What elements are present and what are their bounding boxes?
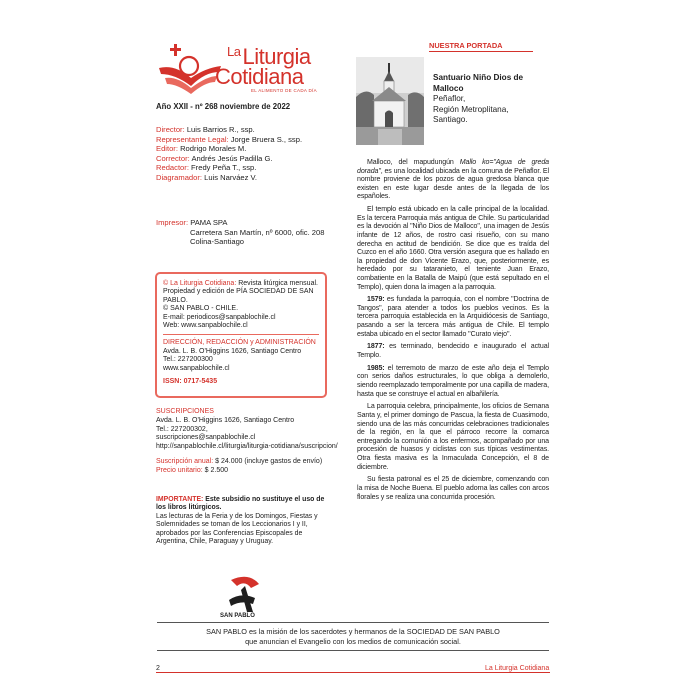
article-paragraph: 1877: es terminado, bendecido e inaugurado el actual Templo. <box>357 343 549 360</box>
article-paragraph: El templo está ubicado en la calle principal de la localidad. Es la tercera Parroquia más antigua de Chile. Su particularidad es la devoción al "Niño Dios de Malloco", una imagen de Jesús infante de 12 años, de rostro casi risueño, con su mano derecha en actitud de bendición. Se dice que es traída del Cuzco en el año 1660. Otra versión asegura que es hallado en la propiedad de don Vicente Erazo, que, posteriormente, es heredado por su tataranieto, el teniente Juan Erazo, combatiente en la Batalla de Maipú (que está sepultado en el Templo), quien dona la imagen a la parroquia. <box>357 206 549 291</box>
publisher-web: Web: www.sanpablochile.cl <box>163 322 248 330</box>
magazine-logo <box>155 42 330 97</box>
logo-title-line1: $^{La}$Liturgia <box>227 44 311 69</box>
important-notice: IMPORTANTE: Este subsidio no sustituye el uso de los libros litúrgicos. Las lecturas de la Feria y de los Domingos, Fiestas y Solemnidades se toman de los Leccionarios I y II, aprobados por las Conferencias Episcopales de Argentina, Chile, Paraguay y Uruguay. <box>156 496 325 546</box>
subscriptions: SUSCRIPCIONES Avda. L. B. O'Higgins 1626, Santiago Centro Tel.: 227200302, suscripciones@sanpablochile.cl http://sanpablochile.cl/liturgia/liturgia-cotidiana/suscripcion/ Suscripción anual: $ 24.000 (incluye gastos de envío) Precio unitario: $ 2.500 <box>156 408 338 474</box>
san-pablo-logo-icon <box>225 572 265 616</box>
credits-list <box>156 125 326 183</box>
cover-title: Santuario Niño Dios de Malloco Peñaflor, Región Metroplitana, Santiago. <box>433 73 524 125</box>
credit-legal-rep: Representante Legal: Jorge Bruera S., ssp. <box>156 134 303 144</box>
san-pablo-label: SAN PABLO <box>220 613 255 619</box>
publisher-email: E-mail: periodicos@sanpablochile.cl <box>163 313 276 321</box>
credit-corrector: Corrector: Andrés Jesús Padilla G. <box>156 153 273 163</box>
article-paragraph: 1579: es fundada la parroquia, con el nombre "Doctrina de Tangos", para atender a todos los pueblos vecinos. Es la tercera parroquia establecida en la Arquidiócesis de Santiago, pasando a ser la tercera más antigua de Chile. El templo estaba ubicado en el sector llamado "Curato viejo". <box>357 296 549 338</box>
page-number: 2 <box>156 665 160 672</box>
article-body <box>357 159 549 506</box>
logo-tagline: EL ALIMENTO DE CADA DÍA <box>251 88 317 93</box>
church-photo <box>356 57 424 145</box>
credit-diagramador: Diagramador: Luis Narváez V. <box>156 172 258 182</box>
printer-info: Impresor: PAMA SPA Carretera San Martín, nº 6000, ofic. 208 Colina-Santiago <box>156 218 325 247</box>
credit-redactor: Redactor: Fredy Peña T., ssp. <box>156 163 257 173</box>
article-paragraph: 1985: el terremoto de marzo de este año deja el Templo con serios daños estructurales, lo que obliga a demolerlo, siendo reemplazado temporalmente por una capilla de madera, hasta que se construye el actual en albañilería. <box>357 364 549 398</box>
credit-editor: Editor: Rodrigo Morales M. <box>156 144 247 154</box>
publisher-box: © La Liturgia Cotidiana: Revista litúrgica mensual. Propiedad y edición de PÍA SOCIEDAD DE SAN PABLO. © SAN PABLO - CHILE. E-mail: periodicos@sanpablochile.cl Web: www.sanpablochile.cl DIRECCIÓN, REDACCIÓN y ADMINISTRACIÓN Avda. L. B. O'Higgins 1626, Santiago Centro Tel.: 227200300 www.sanpablochile.cl ISSN: 0717-5435 <box>155 272 327 398</box>
credit-director: Director: Luis Barrios R., ssp. <box>156 125 255 134</box>
issn: ISSN: 0717-5435 <box>163 378 218 386</box>
article-paragraph: La parroquia celebra, principalmente, los oficios de Semana Santa y, el primer domingo de Pascua, la fiesta de Cuasimodo, siendo una de las más concurridas celebraciones tradicionales de la región, en la que el párroco recorre la comarca entregando la comunión a los enfermos, acompañado por una procesión de huasos y ciclistas con sus típicas vestimentas. Otra fiesta masiva es la Inmaculada Concepción, el 8 de diciembre. <box>357 403 549 471</box>
footer-rule <box>156 672 550 673</box>
logo-title-line2: Cotidiana <box>215 64 304 89</box>
mission-statement: SAN PABLO es la misión de los sacerdotes y hermanos de la SOCIEDAD DE SAN PABLO que anuncian el Evangelio con los medios de comunicación social. <box>157 622 549 651</box>
issue-info: Año XXII - nº 268 noviembre de 2022 <box>156 102 291 111</box>
article-paragraph: Su fiesta patronal es el 25 de diciembre, comenzando con la misa de Noche Buena. El pueblo adorna las calles con arcos florales y se realiza una concurrida procesión. <box>357 476 549 501</box>
article-paragraph: Malloco, del mapudungún Mallo ko="Agua de greda dorada", es una localidad ubicada en la comuna de Peñaflor. El nombre proviene de los pozos de agua gredosa blanca que existen en este lugar desde antes de la llegada de los españoles. <box>357 159 549 201</box>
cover-heading: NUESTRA PORTADA <box>429 41 533 52</box>
footer-title: La Liturgia Cotidiana <box>485 665 550 672</box>
